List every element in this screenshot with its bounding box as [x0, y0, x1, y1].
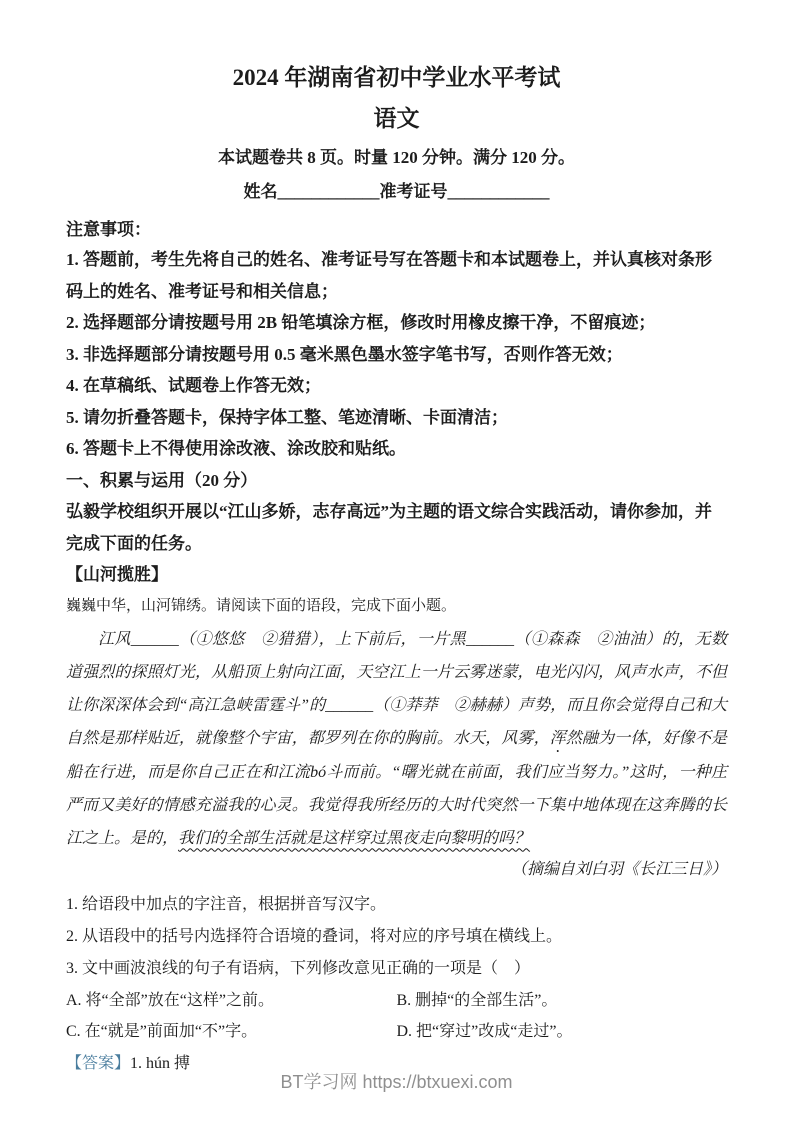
option-b: B. 删掉“的全部生活”。 — [396, 991, 558, 1009]
passage-segment-normal: 江风______（①悠悠 ②猎猎），上下前后，一片黑______（①森森 ②油油）的，无数道强烈的探照灯光，从船顶上射向江面，天空江上一片云雾迷蒙，电光闪闪，风声水声，不但让你深深体会到“高江急峡雷霆斗”的______（①莽莽 ②赫赫）声势，而且你会觉得自己和大自然是那样贴近，就像整个宇宙，都罗列在你的胸前。水天，风雾， — [66, 630, 727, 747]
options-grid — [66, 985, 727, 1047]
option-c: C. 在“就是”前面加“不”字。 — [66, 1022, 258, 1040]
notice-item-3: 3. 非选择题部分请按题号用 0.5 毫米黑色墨水签字笔书写，否则作答无效； — [66, 344, 623, 364]
answer-text: 1. hún 搏 — [130, 1054, 191, 1072]
option-a: A. 将“全部”放在“这样”之前。 — [66, 991, 274, 1009]
notice-item-1: 1. 答题前，考生先将自己的姓名、准考证号写在答题卡和本试题卷上，并认真核对条形码上的姓名、准考证号和相关信息； — [66, 250, 712, 301]
section-intro: 弘毅学校组织开展以“江山多娇，志存高远”为主题的语文综合实践活动，请你参加，并完成下面的任务。 — [66, 502, 712, 553]
subsection-label: 【山河揽胜】 — [66, 565, 168, 584]
notice-item-2: 2. 选择题部分请按题号用 2B 铅笔填涂方框，修改时用橡皮擦干净，不留痕迹； — [66, 313, 656, 332]
name-and-ticket-line: 姓名____________准考证号____________ — [243, 182, 550, 201]
footer-watermark — [0, 1068, 793, 1094]
passage-segment-wavy: 我们的全部生活就是这样穿过黑夜走向黎明的吗？ — [178, 829, 531, 847]
section-heading: 一、积累与运用（20 分） — [66, 470, 258, 490]
option-d: D. 把“穿过”改成“走过”。 — [396, 1022, 573, 1040]
exam-subject: 语文 — [373, 106, 420, 131]
notice-item-6: 6. 答题卡上不得使用涂改液、涂改胶和贴纸。 — [66, 439, 406, 458]
passage-source: （摘编自刘白羽《长江三日》） — [510, 860, 727, 878]
notice-heading: 注意事项： — [66, 220, 151, 239]
questions-block — [66, 889, 727, 985]
passage-text — [66, 623, 727, 855]
answer-label: 【答案】 — [66, 1054, 131, 1072]
question-3: 3. 文中画波浪线的句子有语病，下列修改意见正确的一项是（ ） — [66, 959, 531, 977]
notice-item-4: 4. 在草稿纸、试题卷上作答无效； — [66, 376, 321, 395]
passage-segment-dotted: 浑 — [549, 729, 566, 747]
passage-lead: 巍巍中华，山河锦绣。请阅读下面的语段，完成下面小题。 — [66, 597, 457, 614]
exam-title: 2024 年湖南省初中学业水平考试 — [232, 65, 561, 90]
footer-site-text: BT学习网 https://btxuexi.com — [280, 1072, 513, 1092]
notice-item-5: 5. 请勿折叠答题卡，保持字体工整、笔迹清晰、卡面清洁； — [66, 407, 508, 427]
exam-info-line: 本试题卷共 8 页。时量 120 分钟。满分 120 分。 — [218, 148, 575, 167]
question-2: 2. 从语段中的括号内选择符合语境的叠词，将对应的序号填在横线上。 — [66, 927, 563, 945]
passage-segment-normal: 然融为一体，好像不是船在行进，而是你自己正在和江流bó斗而前。“曙光就在前面，我们应当努力。”这时，一种庄严而又美好的情感充溢我的心灵。我觉得我所经历的大时代突然一下集中地体现在这奔腾的长江之上。是的， — [66, 729, 727, 847]
question-1: 1. 给语段中加点的字注音，根据拼音写汉字。 — [66, 895, 387, 913]
